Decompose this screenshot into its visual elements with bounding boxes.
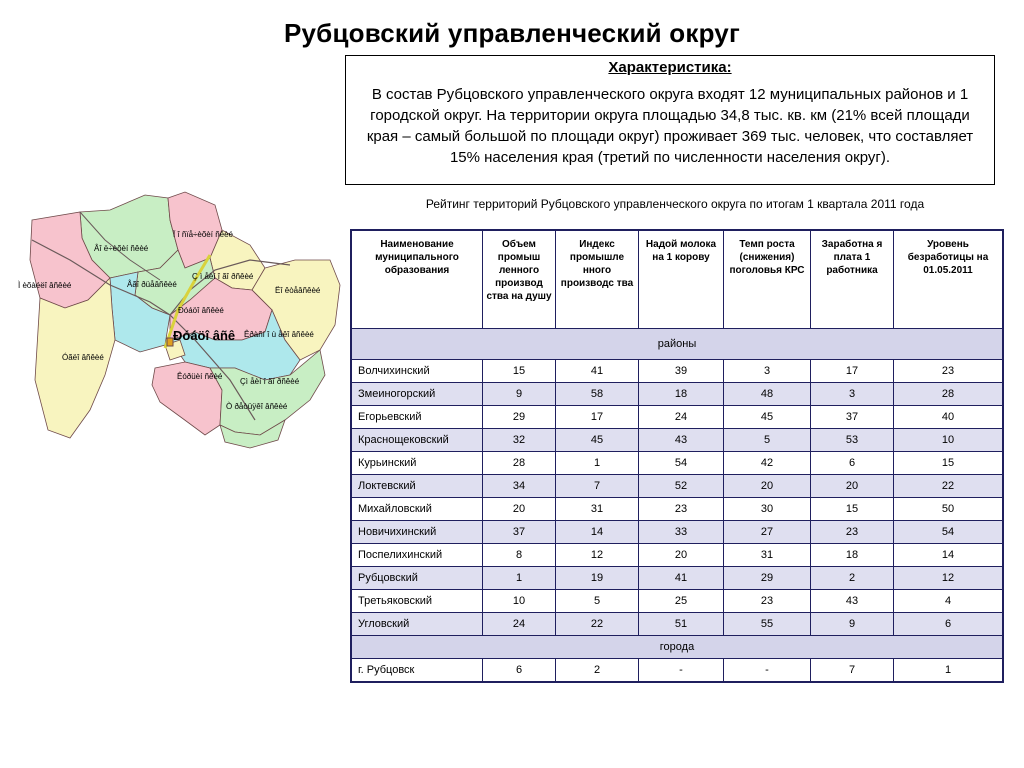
rating-cell: 3 [811,383,894,406]
rating-cell: 15 [811,498,894,521]
table-section-row [351,636,1003,659]
rating-cell: 9 [483,383,556,406]
table-header-row [351,230,1003,329]
rating-cell: 45 [556,429,639,452]
map-label: Ì èõàéëî âñêèé [18,281,72,290]
rating-cell: 50 [894,498,1004,521]
rating-cell: 20 [811,475,894,498]
rating-cell: 29 [483,406,556,429]
rating-cell: 24 [639,406,724,429]
rating-cell: 8 [483,544,556,567]
map-label: Ëî êòåâñêèé [275,286,321,295]
characteristic-text: В состав Рубцовского управленческого округа входят 12 муниципальных районов и 1 городской округ. На территории округа площадью 34,8 тыс. кв. км (21% всей площади края – самый большой по площади округ) проживает 369 тыс. человек, что составляет 15% населения края (третий по численности населения округ). [366,86,974,166]
rating-cell: 29 [724,567,811,590]
rating-cell: 2 [556,659,639,683]
rating-cell: 33 [639,521,724,544]
rating-cell: 18 [811,544,894,567]
rating-cell: 30 [724,498,811,521]
territory-name: Третьяковский [351,590,483,613]
table-row [351,498,1003,521]
territory-name: Рубцовский [351,567,483,590]
map-label: Êóðüèí ñêèé [177,372,223,381]
rating-cell: 12 [556,544,639,567]
rating-cell: 22 [894,475,1004,498]
column-header: Объем промыш ленного производ ства на душу [483,230,556,329]
rating-cell: 4 [894,590,1004,613]
territory-name: Егорьевский [351,406,483,429]
rating-cell: - [639,659,724,683]
rating-cell: 20 [724,475,811,498]
table-section-row [351,329,1003,360]
table-row [351,383,1003,406]
map-label: Âî ë÷èõèí ñêèé [94,244,149,253]
rating-cell: 41 [639,567,724,590]
territory-name: Курьинский [351,452,483,475]
rating-cell: 19 [556,567,639,590]
rating-cell: 20 [639,544,724,567]
rating-cell: 6 [483,659,556,683]
column-header: Индекс промышле нного производс тва [556,230,639,329]
map-label: Ï î ñïå÷èõèí ñêèé [173,230,233,239]
rating-cell: 51 [639,613,724,636]
rating-cell: 31 [556,498,639,521]
rating-cell: 54 [894,521,1004,544]
rating-cell: 27 [724,521,811,544]
rating-cell: 41 [556,360,639,383]
territory-name: Угловский [351,613,483,636]
rating-cell: 22 [556,613,639,636]
map-label: Çì åèí î ãî ðñêèé [240,377,300,386]
rating-cell: 5 [724,429,811,452]
table-row [351,475,1003,498]
rating-cell: 53 [811,429,894,452]
table-row [351,544,1003,567]
table-row [351,429,1003,452]
section-label: районы [351,329,1003,360]
rating-table [350,229,1004,683]
rating-cell: 17 [556,406,639,429]
rating-cell: 5 [556,590,639,613]
table-row [351,452,1003,475]
map-label: Ò ðåòüÿêî âñêèé [226,402,288,411]
map-label: Êðàñí î ù åêî âñêèé [244,330,314,339]
rating-cell: 17 [811,360,894,383]
rating-cell: 52 [639,475,724,498]
table-row [351,567,1003,590]
territory-name: Новичихинский [351,521,483,544]
rating-cell: 10 [894,429,1004,452]
table-body [351,329,1003,683]
rating-cell: 10 [483,590,556,613]
rating-cell: - [724,659,811,683]
rating-cell: 39 [639,360,724,383]
section-label: города [351,636,1003,659]
rating-cell: 12 [894,567,1004,590]
column-header: Заработна я плата 1 работника [811,230,894,329]
rating-cell: 23 [639,498,724,521]
rating-cell: 1 [483,567,556,590]
rating-cell: 45 [724,406,811,429]
rating-cell: 20 [483,498,556,521]
map-label: Åãî ðüåâñêèé [127,280,177,289]
rating-cell: 40 [894,406,1004,429]
table-row [351,613,1003,636]
rating-cell: 48 [724,383,811,406]
rating-cell: 18 [639,383,724,406]
table-row [351,659,1003,683]
rating-cell: 2 [811,567,894,590]
rating-cell: 23 [894,360,1004,383]
territory-name: Краснощековский [351,429,483,452]
district-map [10,190,355,450]
rating-cell: 37 [811,406,894,429]
rating-cell: 55 [724,613,811,636]
column-header: Наименование муниципального образования [351,230,483,329]
rating-cell: 25 [639,590,724,613]
rating-cell: 14 [556,521,639,544]
territory-name: Поспелихинский [351,544,483,567]
map-label-city: Ðóáöî âñê [173,328,236,343]
rating-cell: 32 [483,429,556,452]
rating-cell: 6 [894,613,1004,636]
rating-cell: 1 [556,452,639,475]
rating-cell: 15 [483,360,556,383]
rating-cell: 3 [724,360,811,383]
rating-cell: 28 [894,383,1004,406]
territory-name: Локтевский [351,475,483,498]
rating-cell: 58 [556,383,639,406]
territory-name: Михайловский [351,498,483,521]
rating-cell: 54 [639,452,724,475]
column-header: Надой молока на 1 корову [639,230,724,329]
territory-name: Змеиногорский [351,383,483,406]
table-row [351,521,1003,544]
rating-cell: 31 [724,544,811,567]
rating-cell: 43 [639,429,724,452]
district-map-svg [10,190,355,450]
table-row [351,406,1003,429]
rating-cell: 42 [724,452,811,475]
map-label: Ðóáöî âñêèé [178,306,224,315]
rating-cell: 7 [811,659,894,683]
rating-cell: 37 [483,521,556,544]
rating-cell: 1 [894,659,1004,683]
territory-name: Волчихинский [351,360,483,383]
rating-cell: 15 [894,452,1004,475]
rating-cell: 6 [811,452,894,475]
rating-cell: 24 [483,613,556,636]
rating-cell: 14 [894,544,1004,567]
table-row [351,590,1003,613]
rating-cell: 23 [724,590,811,613]
characteristic-box [345,55,995,185]
rating-cell: 9 [811,613,894,636]
column-header: Уровень безработицы на 01.05.2011 [894,230,1004,329]
column-header: Темп роста (снижения) поголовья КРС [724,230,811,329]
territory-name: г. Рубцовск [351,659,483,683]
rating-cell: 28 [483,452,556,475]
rating-cell: 34 [483,475,556,498]
map-label: Ç ì åèí î ãî ðñêèé [192,272,254,281]
rating-cell: 7 [556,475,639,498]
map-label: Óãëî âñêèé [62,353,104,362]
characteristic-heading: Характеристика: [608,59,732,76]
rating-cell: 43 [811,590,894,613]
page-title: Рубцовский управленческий округ [283,18,740,48]
rating-cell: 23 [811,521,894,544]
rating-caption: Рейтинг территорий Рубцовского управленческого округа по итогам 1 квартала 2011 года [425,197,925,211]
table-row [351,360,1003,383]
